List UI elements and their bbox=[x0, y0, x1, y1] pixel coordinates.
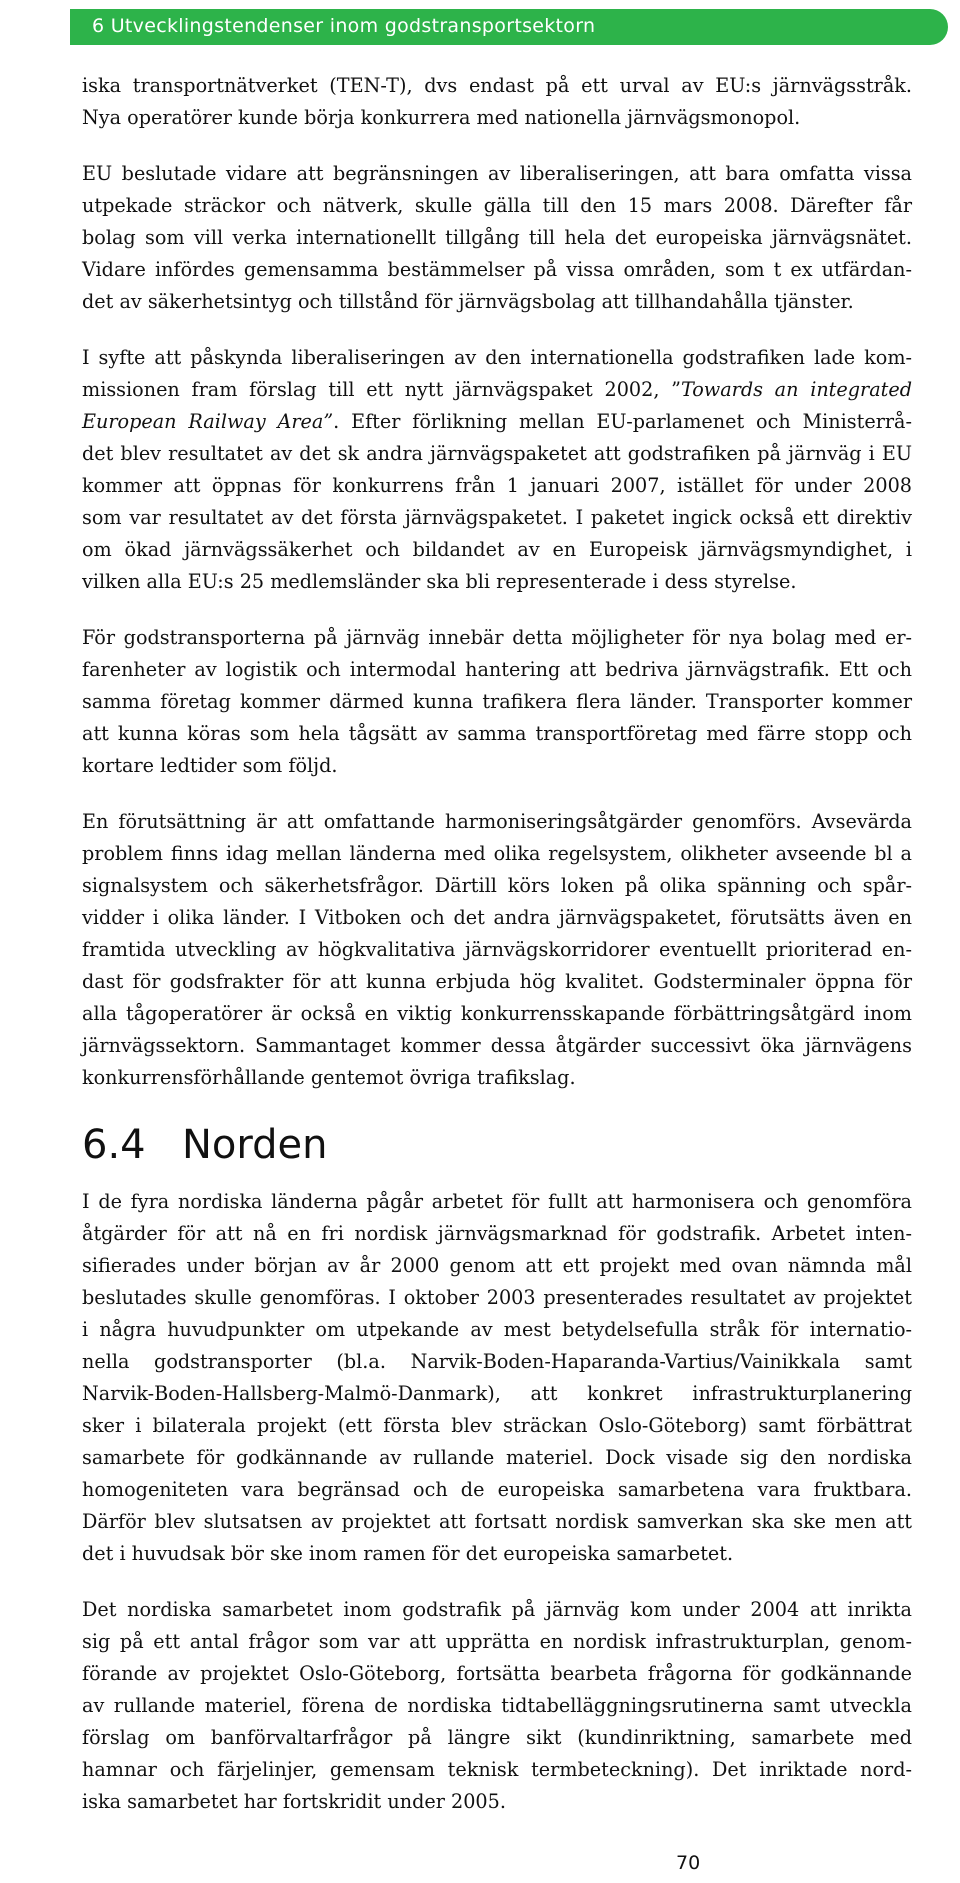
text-line: sig på ett antal frågor som var att upprätta en nordisk infrastrukturplan, genom- bbox=[82, 1630, 912, 1653]
text-line: att kunna köras som hela tågsätt av samma transportföretag med färre stopp och bbox=[82, 722, 912, 745]
text-line: I de fyra nordiska länderna pågår arbetet för fullt att harmonisera och genomföra bbox=[82, 1190, 912, 1213]
text-line: homogeniteten vara begränsad och de europeiska samarbetena vara fruktbara. bbox=[82, 1478, 912, 1501]
text-line: signalsystem och säkerhetsfrågor. Därtill körs loken på olika spänning och spår- bbox=[82, 874, 912, 897]
text-line: En förutsättning är att omfattande harmoniseringsåtgärder genomförs. Avsevärda bbox=[82, 810, 912, 833]
text-line: förande av projektet Oslo-Göteborg, fortsätta bearbeta frågorna för godkännande bbox=[82, 1662, 912, 1685]
text-line: Nya operatörer kunde börja konkurrera med nationella järnvägsmonopol. bbox=[82, 106, 801, 129]
text-line: iska samarbetet har fortskridit under 2005. bbox=[82, 1790, 506, 1813]
text-line: framtida utveckling av högkvalitativa järnvägskorridorer eventuellt prioriterad en- bbox=[82, 938, 912, 961]
text-line: sker i bilaterala projekt (ett första blev sträckan Oslo-Göteborg) samt förbättrat bbox=[82, 1414, 912, 1437]
text-line: bolag som vill verka internationellt tillgång till hela det europeiska järnvägsnätet. bbox=[82, 226, 912, 249]
text-line: alla tågoperatörer är också en viktig konkurrensskapande förbättringsåtgärd inom bbox=[82, 1002, 912, 1025]
text-line: av rullande materiel, förena de nordiska tidtabelläggningsrutinerna samt utveckla bbox=[82, 1694, 912, 1717]
text-line: Därför blev slutsatsen av projektet att fortsatt nordisk samverkan ska ske men att bbox=[82, 1510, 912, 1533]
section-paragraphs bbox=[82, 1186, 912, 1818]
text-line: problem finns idag mellan länderna med olika regelsystem, olikheter avseende bl a bbox=[82, 842, 912, 865]
text-line: vidder i olika länder. I Vitboken och det andra järnvägspaketet, förutsätts även en bbox=[82, 906, 912, 929]
italic-title: European Railway Area” bbox=[82, 410, 334, 433]
text-line: För godstransporterna på järnväg innebär detta möjligheter för nya bolag med er- bbox=[82, 626, 912, 649]
text-line: järnvägssektorn. Sammantaget kommer dessa åtgärder successivt öka järnvägens bbox=[82, 1034, 912, 1057]
text-line: Narvik-Boden-Hallsberg-Malmö-Danmark), att konkret infrastrukturplanering bbox=[82, 1382, 912, 1405]
text-line: European Railway Area”. Efter förlikning mellan EU-parlamenet och Ministerrå- bbox=[82, 410, 912, 433]
text-line: hamnar och färjelinjer, gemensam teknisk termbeteckning). Det inriktade nord- bbox=[82, 1758, 912, 1781]
text-line: det i huvudsak bör ske inom ramen för det europeiska samarbetet. bbox=[82, 1542, 734, 1565]
italic-title: Towards an integrated bbox=[680, 378, 912, 401]
text-line: det blev resultatet av det sk andra järnvägspaketet att godstrafiken på järnväg i EU bbox=[82, 442, 912, 465]
paragraph bbox=[82, 622, 912, 782]
text-line: samma företag kommer därmed kunna trafikera flera länder. Transporter kommer bbox=[82, 690, 912, 713]
text-line: EU beslutade vidare att begränsningen av liberaliseringen, att bara omfatta vissa bbox=[82, 162, 912, 185]
text-line: dast för godsfrakter för att kunna erbjuda hög kvalitet. Godsterminaler öppna för bbox=[82, 970, 912, 993]
section-number: 6.4 bbox=[82, 1122, 146, 1168]
text-line: I syfte att påskynda liberaliseringen av den internationella godstrafiken lade kom- bbox=[82, 346, 912, 369]
text-line: iska transportnätverket (TEN-T), dvs endast på ett urval av EU:s järnvägsstråk. bbox=[82, 74, 912, 97]
text-line: missionen fram förslag till ett nytt järnvägspaket 2002, ”Towards an integrated bbox=[82, 378, 912, 401]
body-paragraphs bbox=[82, 70, 912, 1094]
paragraph bbox=[82, 806, 912, 1094]
text-line: konkurrensförhållande gentemot övriga trafikslag. bbox=[82, 1066, 576, 1089]
text-line: förslag om banförvaltarfrågor på längre sikt (kundinriktning, samarbete med bbox=[82, 1726, 912, 1749]
text-line: nella godstransporter (bl.a. Narvik-Boden-Haparanda-Vartius/Vainikkala samt bbox=[82, 1350, 912, 1373]
text-line: som var resultatet av det första järnvägspaketet. I paketet ingick också ett direktiv bbox=[82, 506, 912, 529]
chapter-title: 6 Utvecklingstendenser inom godstransportsektorn bbox=[92, 15, 596, 37]
section-title: Norden bbox=[182, 1122, 328, 1168]
paragraph bbox=[82, 342, 912, 598]
text-line: Vidare infördes gemensamma bestämmelser på vissa områden, som t ex utfärdan- bbox=[82, 258, 912, 281]
text-line: åtgärder för att nå en fri nordisk järnvägsmarknad för godstrafik. Arbetet inten- bbox=[82, 1222, 912, 1245]
text-line: det av säkerhetsintyg och tillstånd för järnvägsbolag att tillhandahålla tjänster. bbox=[82, 290, 854, 313]
chapter-header-bar bbox=[70, 9, 948, 45]
text-line: utpekade sträckor och nätverk, skulle gälla till den 15 mars 2008. Därefter får bbox=[82, 194, 912, 217]
paragraph bbox=[82, 1186, 912, 1570]
page-content bbox=[82, 70, 912, 1842]
page-number: 70 bbox=[676, 1852, 701, 1874]
text-line: kortare ledtider som följd. bbox=[82, 754, 338, 777]
text-line: farenheter av logistik och intermodal hantering att bedriva järnvägstrafik. Ett och bbox=[82, 658, 912, 681]
text-line: Det nordiska samarbetet inom godstrafik på järnväg kom under 2004 att inrikta bbox=[82, 1598, 912, 1621]
text-line: beslutades skulle genomföras. I oktober 2003 presenterades resultatet av projektet bbox=[82, 1286, 912, 1309]
text-line: i några huvudpunkter om utpekande av mest betydelsefulla stråk för internatio- bbox=[82, 1318, 912, 1341]
text-line: kommer att öppnas för konkurrens från 1 januari 2007, istället för under 2008 bbox=[82, 474, 912, 497]
text-line: samarbete för godkännande av rullande materiel. Dock visade sig den nordiska bbox=[82, 1446, 912, 1469]
text-line: om ökad järnvägssäkerhet och bildandet av en Europeisk järnvägsmyndighet, i bbox=[82, 538, 912, 561]
text-line: vilken alla EU:s 25 medlemsländer ska bli representerade i dess styrelse. bbox=[82, 570, 797, 593]
paragraph bbox=[82, 158, 912, 318]
section-heading bbox=[82, 1114, 912, 1176]
text-line: sifierades under början av år 2000 genom att ett projekt med ovan nämnda mål bbox=[82, 1254, 912, 1277]
paragraph bbox=[82, 1594, 912, 1818]
paragraph bbox=[82, 70, 912, 134]
